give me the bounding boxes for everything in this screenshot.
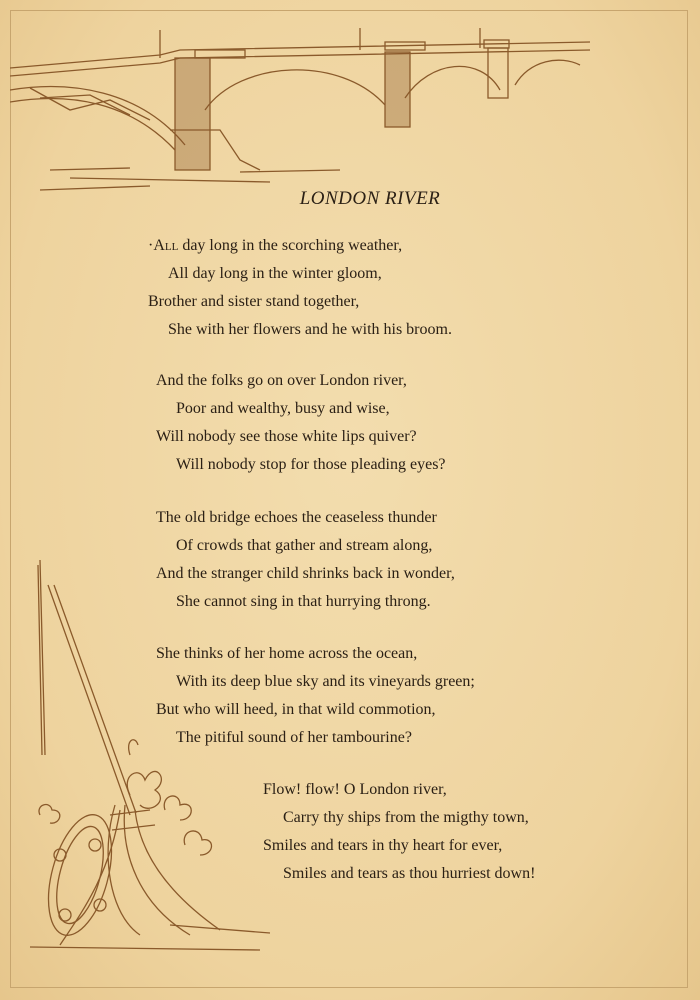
bridge-illustration: [10, 10, 610, 200]
poem-line: Will nobody see those white lips quiver?: [156, 428, 417, 445]
poem-line: Flow! flow! O London river,: [263, 781, 447, 798]
poem-line: She thinks of her home across the ocean,: [156, 645, 418, 662]
poem-title-text: LONDON RIVER: [299, 188, 441, 209]
poem-line: The old bridge echoes the ceaseless thunder: [156, 509, 437, 526]
poem-line: But who will heed, in that wild commotion,: [156, 701, 436, 718]
poem-line: Poor and wealthy, busy and wise,: [176, 400, 390, 417]
poem-line: Of crowds that gather and stream along,: [176, 537, 433, 554]
stanza-4: [156, 640, 475, 752]
drop-small-caps: All: [153, 237, 179, 254]
poem-line: And the stranger child shrinks back in wonder,: [156, 565, 455, 582]
stanza-3: [156, 504, 455, 616]
poem-line: She with her flowers and he with his broom.: [168, 321, 452, 338]
poem-title: [0, 188, 700, 210]
stanza-2: [156, 367, 446, 479]
poem-line: ·All day long in the scorching weather,: [148, 237, 403, 254]
poem-line: And the folks go on over London river,: [156, 372, 407, 389]
line-text: day long in the scorching weather,: [178, 237, 403, 254]
poem-line: Carry thy ships from the migthy town,: [283, 809, 529, 826]
poem-line: She cannot sing in that hurrying throng.: [176, 593, 431, 610]
poem-line: With its deep blue sky and its vineyards green;: [176, 673, 475, 690]
stanza-5: [263, 776, 535, 888]
poem-line: The pitiful sound of her tambourine?: [176, 729, 412, 746]
poem-line: Smiles and tears in thy heart for ever,: [263, 837, 503, 854]
poem-line: Brother and sister stand together,: [148, 293, 360, 310]
poem-line: Smiles and tears as thou hurriest down!: [283, 865, 536, 882]
stanza-1: [148, 232, 452, 344]
poem-line: Will nobody stop for those pleading eyes?: [176, 456, 446, 473]
poem-line: All day long in the winter gloom,: [168, 265, 382, 282]
